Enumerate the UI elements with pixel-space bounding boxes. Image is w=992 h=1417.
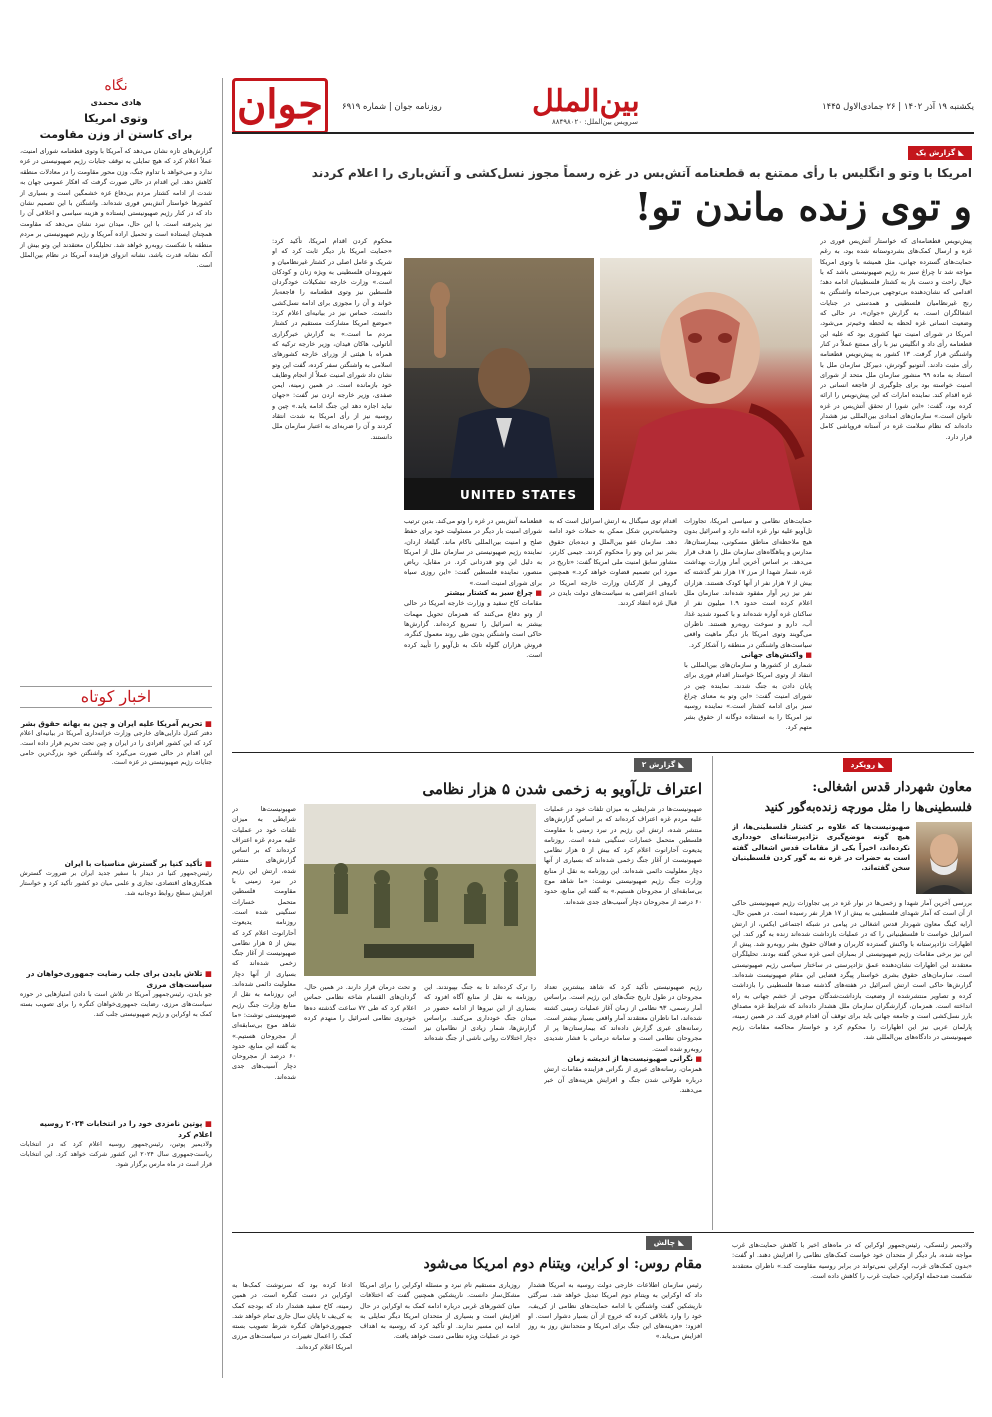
report2-column-4: صهیونیست‌ها در شرایطی به میزان تلفات خود در عملیات علیه مردم غزه اعتراف کرده‌اند که بر اساس گزارش‌های منتشر شده، ارتش این رژیم در نبرد زمینی با مقاومت فلسطین متحمل خسارات سنگینی شده است. روزنامه یدیعوت آحارانوت اعلام کرد که بیش از ۵ هزار نظامی صهیونیست از آغاز جنگ زخمی شده‌اند که بسیاری از آنها دچار معلولیت دائمی شده‌اند. این روزنامه به نقل از منابع وزارت جنگ رژیم صهیونیستی نوشت: «ما شاهد موج بی‌سابقه‌ای از مجروحان هستیم.» به گفته این منابع، حدود ۶۰ درصد از مجروحان دچار آسیب‌های جدی شده‌اند. xyxy=(232,805,296,1081)
report2-column-3: را ترک کرده‌اند تا به جنگ بپیوندند. این روزنامه به نقل از منابع آگاه افزود که بسیاری از این نیروها از ادامه حضور در میدان جنگ خودداری می‌کنند. براساس گزارش‌ها، شمار زیادی از نظامیان نیز دچار اختلالات روانی ناشی از جنگ شده‌اند و تحت درمان قرار دارند. در همین حال، گردان‌های القسام شاخه نظامی حماس اعلام کرد که طی ۷۲ ساعت گذشته ده‌ها خودروی نظامی اسرائیل را منهدم کرده است. xyxy=(304,983,536,1043)
interview-body: بررسی آخرین آمار شهدا و زخمی‌ها در نوار غزه در پی تجاوزات رژیم صهیونیستی حاکی از آن است که آمار شهدای فلسطینی به بیش از ۱۷ هزار نفر رسیده است. در همین حال، آرایه کینگ معاون شهردار قدس اشغالی در پیامی در شبکه اجتماعی ایکس، از ارتش اسرائیل خواست تا فلسطینیانی را که در عملیات بازداشت شده‌اند زنده به گور کند. این اظهارات نژادپرستانه با واکنش گسترده کاربران و فعالان حقوق بشر روبه‌رو شد. پیش از این نیز برخی مقامات رژیم صهیونیستی از بمباران اتمی غزه سخن گفته بودند. تحلیلگران معتقدند این اظهارات نشان‌دهنده عمق نژادپرستی در ساختار سیاسی رژیم صهیونیستی است. سازمان‌های حقوق بشری خواستار پیگرد قضایی این مقام صهیونیست شده‌اند. گزارش‌ها حاکی است ارتش اسرائیل در هفته‌های گذشته صدها فلسطینی را بازداشت کرده و تصاویر منتشرشده از وضعیت بازداشت‌شدگان موجی از خشم جهانی به راه انداخته است. همزمان، گزارشگران سازمان ملل هشدار داده‌اند که شرایط غزه مصداق بارز نسل‌کشی است و جامعه جهانی باید برای توقف آن اقدام فوری کند. در همین زمینه، پارلمان عربی نیز این اظهارات را محکوم کرد و خواستار محاکمه مقامات رژیم صهیونیستی در دادگاه‌های بین‌المللی شد. xyxy=(732,899,972,1041)
briefs-section-label: اخبار کوتاه xyxy=(20,686,212,708)
bottom-column-2: روزیاری مستقیم نام نبرد و مسئله اوکراین را برای امریکا مشکل‌ساز دانست. ناریشکین همچنین گفت که اختلافات میان کشورهای غربی درباره ادامه کمک به اوکراین در حال افزایش است و بسیاری از متحدان امریکا دیگر تمایلی به ادامه این مسیر ندارند. او تأکید کرد که روسیه به اهداف خود در عملیات ویژه نظامی دست خواهد یافت. xyxy=(360,1281,520,1341)
lead-column-5: قطعنامه آتش‌بس در غزه را وتو می‌کند. بدین ترتیب شورای امنیت بار دیگر در مسئولیت خود برای حفظ صلح و امنیت بین‌المللی ناکام ماند. گیلعاد اردان، نماینده رژیم صهیونیستی در سازمان ملل از امریکا به دلیل این وتو قدردانی کرد. در مقابل، ریاض منصور، نماینده فلسطین گفت: «این روزی سیاه برای شورای امنیت است.» ■ چراغ سبز به کشتار بیشتر مقامات کاخ سفید و وزارت خارجه امریکا در حالی از وتو دفاع می‌کنند که همزمان تحویل مهمات بیشتر به اسرائیل را تسریع کرده‌اند. گزارش‌ها حاکی است واشنگتن بدون طی روند معمول کنگره، فروش هزاران گلوله تانک به تل‌آویو را تأیید کرده است. xyxy=(404,516,542,746)
section-contact: سرویس بین‌الملل: ۸۸۴۹۸۰۲۰ xyxy=(552,118,638,126)
arrow-icon: ◣ xyxy=(678,760,684,769)
brief-item xyxy=(20,1118,212,1169)
arrow-icon: ◣ xyxy=(958,148,964,157)
photo-portrait xyxy=(916,822,972,894)
interview-title-line1: معاون شهردار قدس اشغالی: xyxy=(812,780,972,795)
sidebar xyxy=(20,78,212,1378)
sidebar-divider xyxy=(222,78,223,1378)
section-rule xyxy=(232,752,974,753)
report2-subhead: ■ نگرانی صهیونیست‌ها از اندیشه زمان xyxy=(544,1054,702,1064)
masthead-rule xyxy=(232,132,974,134)
sidebar-column-body: گزارش‌های تازه نشان می‌دهد که آمریکا با وتوی قطعنامه شورای امنیت، عملاً اعلام کرد که هیچ تمایلی به توقف جنایات رژیم صهیونیستی در غزه ندارد و می‌خواهد با تداوم جنگ، وزن محور مقاومت را در معادلات منطقه کاهش دهد. این اقدام در حالی صورت گرفت که افکار عمومی جهان به شدت از ادامه کشتار مردم بی‌دفاع غزه خشمگین است و بسیاری از کشورها خواستار آتش‌بس فوری شده‌اند. واشنگتن با این تصمیم نشان داد که در کنار رژیم صهیونیستی ایستاده و هزینه سیاسی و اخلاقی آن را نیز پذیرفته است. با این حال، میدان نبرد نشان می‌دهد که مقاومت همچنان ایستاده است و تحمیل اراده آمریکا و رژیم صهیونیستی بر مردم منطقه با شکست روبه‌رو خواهد شد. تحلیلگران معتقدند این وتو بیش از آنکه نشانه قدرت باشد، نشانه انزوای فزاینده آمریکا در نظام بین‌الملل است. xyxy=(20,147,212,270)
brief-item xyxy=(20,718,212,768)
sidebar-section-label: نگاه xyxy=(104,78,128,94)
lead-subhead-greenlight: ■ چراغ سبز به کشتار بیشتر xyxy=(404,588,542,598)
masthead xyxy=(232,78,974,130)
lead-column-3: حمایت‌های نظامی و سیاسی امریکا، تجاوزات تل‌آویو علیه نوار غزه ادامه دارد و اسرائیل بدون هیچ ملاحظه‌ای مناطق مسکونی، بیمارستان‌ها، مدارس و پناهگاه‌های سازمان ملل را هدف قرار می‌دهد. بر اساس آخرین آمار وزارت بهداشت غزه، شمار شهدا از مرز ۱۷ هزار نفر گذشته که بیش از ۷ هزار نفر از آنها کودک هستند. هزاران نفر نیز زیر آوار مفقود شده‌اند. سازمان ملل اعلام کرده است حدود ۱.۹ میلیون نفر از ساکنان غزه آواره شده‌اند و با کمبود شدید غذا، آب، دارو و سوخت روبه‌رو هستند. ناظران می‌گویند وتوی امریکا بار دیگر ماهیت واقعی سیاست‌های واشنگتن در منطقه را آشکار کرد. ■ واکنش‌های جهانی شماری از کشورها و سازمان‌های بین‌المللی با انتقاد از وتوی امریکا خواستار اقدام فوری برای پایان دادن به جنگ شدند. نماینده چین در شورای امنیت گفت: «این وتو به معنای چراغ سبز برای ادامه کشتار است.» نماینده روسیه نیز امریکا را به استفاده دوگانه از حقوق بشر متهم کرد. xyxy=(684,516,812,746)
bottom-column-1: رئیس سازمان اطلاعات خارجی دولت روسیه به امریکا هشدار داد که اوکراین به ویتنام دوم امریکا تبدیل خواهد شد. سرگئی ناریشکین گفت واشنگتن با ادامه حمایت‌های نظامی از کی‌یف، خود را وارد باتلاقی کرده که خروج از آن بسیار دشوار است. او افزود: «هزینه‌های این جنگ برای امریکا و متحدانش روز به روز افزایش می‌یابد.» xyxy=(528,1281,702,1341)
newspaper-logo: جوان xyxy=(232,78,328,134)
brief-title: ■ تحریم آمریکا علیه ایران و چین به بهانه حقوق بشر xyxy=(20,718,212,729)
interview-lead: صهیونیست‌ها که علاوه بر کشتار فلسطینی‌ها، از هیچ گونه موضع‌گیری نژادپرستانه‌ای خودداری نکرده‌اند، اخیراً یکی از مقامات قدس اشغالی گفته است به حضرات در غزه نه به گور کردن فلسطینیان سخن گفته‌اند. xyxy=(732,823,910,873)
issue-date: یکشنبه ۱۹ آذر ۱۴۰۲ | ۲۶ جمادی‌الاول ۱۴۴۵ xyxy=(822,102,974,112)
paper-info: روزنامه جوان | شماره ۶۹۱۹ xyxy=(342,102,442,112)
brief-title: ■ تأکید کنیا بر گسترش مناسبات با ایران xyxy=(20,858,212,869)
interview-divider xyxy=(712,756,713,1230)
child-illustration xyxy=(600,258,812,510)
section-title: بین‌الملل xyxy=(532,84,640,119)
sidebar-author: هادی محمدی xyxy=(90,98,142,107)
brief-item xyxy=(20,858,212,898)
photo-un-security-council xyxy=(404,258,594,510)
lead-column-2: محکوم کردن اقدام امریکا، تأکید کرد: «حمایت امریکا بار دیگر ثابت کرد که او شریک و عامل اصلی در کشتار غیرنظامیان و شهروندان فلسطینی به ویژه زنان و کودکان است.» وزارت خارجه تشکیلات خودگردان فلسطین نیز وتوی قطعنامه را فاجعه‌بار خواند و آن را مجوزی برای ادامه نسل‌کشی دانست. حماس نیز در بیانیه‌ای اعلام کرد: «موضع امریکا مشارکت مستقیم در کشتار مردم ما است.» به گزارش خبرگزاری آناتولی، هاکان فیدان، وزیر خارجه ترکیه که همراه با هیئتی از وزرای خارجه کشورهای اسلامی به واشنگتن سفر کرده، گفت این وتو نشان داد شورای امنیت عملاً از انجام وظایف خود بازمانده است. در همین زمینه، ایمن صفدی، وزیر خارجه اردن نیز گفت: «جهان نباید اجازه دهد این جنگ ادامه یابد.» چین و روسیه نیز از رأی امریکا به شدت انتقاد کردند و آن را ضربه‌ای به اعتبار سازمان ملل دانستند. xyxy=(272,237,392,441)
photo-injured-child xyxy=(600,258,812,510)
brief-body: جو بایدن، رئیس‌جمهور آمریکا در تلاش است با دادن امتیازهایی در حوزه سیاست‌های مرزی، رضایت جمهوری‌خواهان کنگره را برای تصویب بسته کمک به اوکراین و رژیم صهیونیستی جلب کند. xyxy=(20,991,212,1018)
section-rule-bottom xyxy=(232,1232,974,1233)
soldiers-illustration xyxy=(304,804,536,976)
report2-column-2: رژیم صهیونیستی تأکید کرد که شاهد بیشترین تعداد مجروحان در طول تاریخ جنگ‌های این رژیم است. براساس آمار رسمی، ۹۳ نظامی از زمان آغاز عملیات زمینی کشته شده‌اند، اما ناظران معتقدند آمار واقعی بسیار بیشتر است. رسانه‌های عبری گزارش داده‌اند که بیمارستان‌ها پر از مجروحان نظامی است و سامانه درمانی با فشار شدیدی روبه‌رو شده است. ■ نگرانی صهیونیست‌ها از اندیشه زمان همزمان، رسانه‌های عبری از نگرانی فزاینده مقامات ارتش درباره طولانی شدن جنگ و افزایش هزینه‌های آن خبر می‌دهند. xyxy=(544,982,702,1228)
arrow-icon: ◣ xyxy=(878,760,884,769)
lead-kicker: امریکا با وتو و انگلیس با رأی ممتنع به قطعنامه آتش‌بس در غزه رسماً مجوز نسل‌کشی و آتش‌باری را اعلام کردند xyxy=(311,166,972,180)
person-icon xyxy=(916,822,972,894)
brief-item xyxy=(20,968,212,1019)
interview-title-line2: فلسطینی‌ها را مثل مورچه زنده‌به‌گور کنید xyxy=(764,800,972,814)
un-delegate-illustration xyxy=(404,258,594,510)
brief-body: ولادیمیر پوتین، رئیس‌جمهور روسیه اعلام کرد که در انتخابات ریاست‌جمهوری سال ۲۰۲۴ این کشور شرکت خواهد کرد. این انتخابات قرار است در ماه مارس برگزار شود. xyxy=(20,1141,212,1168)
lead-tag: ◣گزارش یک xyxy=(908,146,972,160)
brief-body: رئیس‌جمهور کنیا در دیدار با سفیر جدید ایران بر ضرورت گسترش همکاری‌های اقتصادی، تجاری و علمی میان دو کشور تأکید کرد و خواستار افزایش سطح روابط دوجانبه شد. xyxy=(20,870,212,897)
bottom-headline: مقام روس: او کراین، ویتنام دوم امریکا می‌شود xyxy=(423,1256,702,1272)
lead-headline: و توی زنده ماندن تو! xyxy=(634,184,972,229)
bottom-column-4: ولادیمیر زلنسکی، رئیس‌جمهور اوکراین که در ماه‌های اخیر با کاهش حمایت‌های غرب مواجه شده، بار دیگر از متحدان خود خواست کمک‌های نظامی را افزایش دهند. او گفت: «بدون کمک‌های غرب، اوکراین نمی‌تواند در برابر روسیه مقاومت کند.» ناظران معتقدند شکست ضدحمله اوکراین، حمایت غرب را کاهش داده است. xyxy=(732,1241,972,1280)
photo-soldiers xyxy=(304,804,536,976)
report2-headline: اعتراف تل‌آویو به زخمی شدن ۵ هزار نظامی xyxy=(422,780,702,798)
sidebar-title-line1: وتوی امریکا xyxy=(84,112,148,125)
interview-tag: ◣رویکرد xyxy=(843,758,892,772)
bottom-column-3: ادعا کرده بود که سرنوشت کمک‌ها به اوکراین در دست کنگره است. در همین زمینه، کاخ سفید هشدار داد که بودجه کمک به کی‌یف تا پایان سال جاری تمام خواهد شد. جمهوری‌خواهان کنگره شرط تصویب بسته کمک را اعمال تغییرات در سیاست‌های مرزی امریکا اعلام کرده‌اند. xyxy=(232,1281,352,1351)
report2-column-1: صهیونیست‌ها در شرایطی به میزان تلفات خود در عملیات علیه مردم غزه اعتراف کرده‌اند که بر اساس گزارش‌های منتشر شده، ارتش این رژیم در نبرد زمینی با مقاومت فلسطین متحمل خسارات سنگینی شده است. روزنامه یدیعوت آحارانوت اعلام کرد که بیش از ۵ هزار نظامی صهیونیست از آغاز جنگ زخمی شده‌اند که بسیاری از آنها دچار معلولیت دائمی شده‌اند. این روزنامه به نقل از منابع وزارت جنگ رژیم صهیونیستی نوشت: «ما شاهد موج بی‌سابقه‌ای از مجروحان هستیم.» به گفته این منابع، حدود ۶۰ درصد از مجروحان دچار آسیب‌های جدی شده‌اند. xyxy=(544,805,702,906)
report2-tag: ◣گزارش ۲ xyxy=(634,758,692,772)
brief-title: ■ پوتین نامزدی خود را در انتخابات ۲۰۲۴ روسیه اعلام کرد xyxy=(20,1118,212,1140)
brief-title: ■ تلاش بایدن برای جلب رضایت جمهوری‌خواهان در سیاست‌های مرزی xyxy=(20,968,212,990)
arrow-icon: ◣ xyxy=(678,1238,684,1247)
un-nameplate: UNITED STATES xyxy=(460,488,578,502)
lead-column-1: پیش‌نویس قطعنامه‌ای که خواستار آتش‌بس فوری در غزه و ارسال کمک‌های بشردوستانه شده بود، به رغم حمایت‌های گسترده جهانی، مثل همیشه با وتوی امریکا مواجه شد تا چراغ سبز به رژیم صهیونیستی باشد که با خیال راحت و دست باز به کشتار فلسطینیان ادامه دهد؛ اقدامی که نشان‌دهنده بی‌توجهی بی‌رحمانه واشنگتن به رنج غیرنظامیان فلسطینی و همدستی در جنایات اشغالگران است. به گزارش «جوان»، در حالی که وضعیت انسانی غزه لحظه به لحظه وخیم‌تر می‌شود، امریکا در شورای امنیت تنها کشوری بود که علیه این قطعنامه رأی داد و انگلیس نیز با رأی ممتنع عملاً در کنار واشنگتن قرار گرفت. ۱۳ کشور به پیش‌نویس قطعنامه رأی مثبت دادند. آنتونیو گوترش، دبیرکل سازمان ملل با استناد به ماده ۹۹ منشور سازمان ملل متحد از شورای امنیت خواسته بود برای جلوگیری از فاجعه انسانی در غزه اقدام کند. نماینده امارات که این پیش‌نویس را ارائه کرده بود، گفت: «این شورا از تحقق آتش‌بس در غزه ناتوان است.» سازمان‌های امدادی بین‌المللی نیز هشدار داده‌اند که نظام سلامت غزه در آستانه فروپاشی کامل قرار دارد. xyxy=(820,237,972,441)
lead-subhead-reactions: ■ واکنش‌های جهانی xyxy=(684,650,812,660)
brief-body: دفتر کنترل دارایی‌های خارجی وزارت خزانه‌داری آمریکا در بیانیه‌ای اعلام کرد که این کشور افرادی را در ایران و چین تحت تحریم قرار داده است. این اقدام در حالی صورت می‌گیرد که واشنگتن خود بزرگ‌ترین حامی جنایات رژیم صهیونیستی در غزه است. xyxy=(20,730,212,767)
bottom-tag: ◣چالش xyxy=(646,1236,692,1250)
sidebar-title-line2: برای کاستن از وزن مقاومت xyxy=(39,128,193,141)
lead-column-4: اقدام ‌توی سیگنال به ارتش اسرائیل است که به وحشیانه‌ترین شکل ممکن به حملات خود ادامه دهد. سازمان عفو بین‌الملل و دیده‌بان حقوق بشر نیز این وتو را محکوم کردند. جیمی کارتر، مشاور سابق امنیت ملی امریکا گفت: «تاریخ در مورد این تصمیم قضاوت خواهد کرد.» همچنین گروهی از کارکنان وزارت خارجه امریکا در نامه‌ای اعتراضی به سیاست‌های دولت بایدن در قبال غزه انتقاد کردند. xyxy=(549,517,677,608)
